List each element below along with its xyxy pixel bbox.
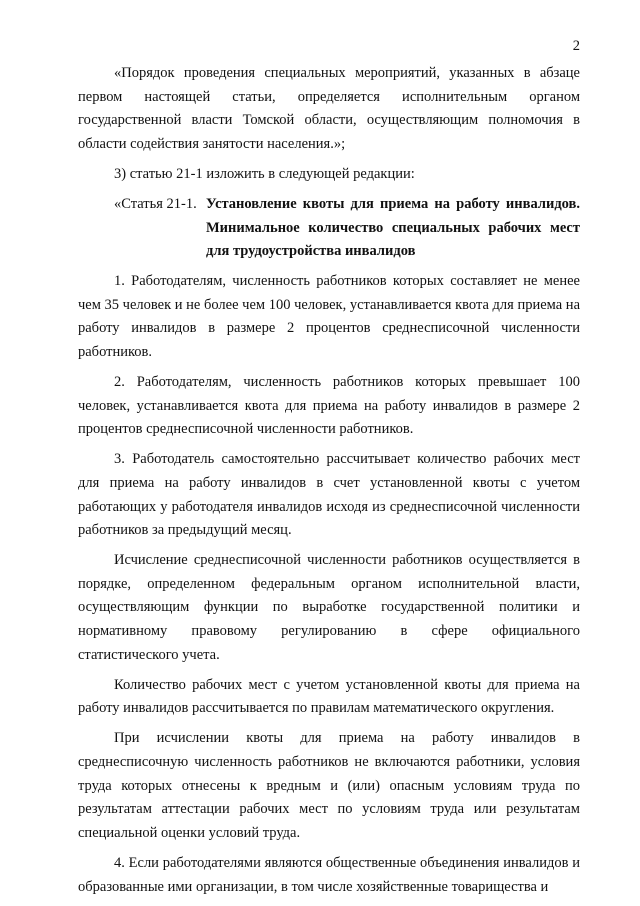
paragraph-item-4: 4. Если работодателями являются общественные объединения инвалидов и образованные ими организации, в том числе хозяйственные товарищества и: [78, 854, 580, 895]
paragraph-exclusions: При исчислении квоты для приема на работу инвалидов в среднесписочную численность работников не включаются работники, условия труда которых отнесены к вредным и (или) опасным условиям труда по результатам аттестации рабочих мест по условиям труда или результатам специальной оценки условий труда.: [78, 730, 580, 841]
document-body: [78, 62, 580, 906]
paragraph-item-3: 3. Работодатель самостоятельно рассчитывает количество рабочих мест для приема на работу инвалидов в счет установленной квоты с учетом работающих у работодателя инвалидов исходя из среднесписочной численности работников за предыдущий месяц.: [78, 451, 580, 539]
paragraph-item-1: 1. Работодателям, численность работников которых составляет не менее чем 35 человек и не более чем 100 человек, устанавливается квота для приема на работу инвалидов в размере 2 процентов среднесписочной численности работников.: [78, 273, 580, 361]
article-heading: [78, 193, 580, 264]
paragraph-procedure-quote: «Порядок проведения специальных мероприятий, указанных в абзаце первом настоящей статьи, определяется исполнительным органом государственной власти Томской области, осуществляющим полномочия в области содействия занятости населения.»;: [78, 65, 580, 152]
paragraph-item-2: 2. Работодателям, численность работников которых превышает 100 человек, устанавливается квота для приема на работу инвалидов в размере 2 процентов среднесписочной численности работников.: [78, 374, 580, 438]
paragraph-rounding-rule: Количество рабочих мест с учетом установленной квоты для приема на работу инвалидов рассчитывается по правилам математического округления.: [78, 676, 580, 717]
paragraph-headcount-calculation: Исчисление среднесписочной численности работников осуществляется в порядке, определенном федеральным органом исполнительной власти, осуществляющим функции по выработке государственной политики и нормативному правовому регулированию в сфере официального статистического учета.: [78, 552, 580, 663]
article-number: «Статья 21-1.: [114, 195, 197, 212]
paragraph-amendment-instruction: 3) статью 21-1 изложить в следующей редакции:: [114, 165, 415, 182]
page-number: 2: [572, 38, 580, 54]
article-title: Установление квоты для приема на работу инвалидов. Минимальное количество специальных рабочих мест для трудоустройства инвалидов: [206, 195, 580, 260]
